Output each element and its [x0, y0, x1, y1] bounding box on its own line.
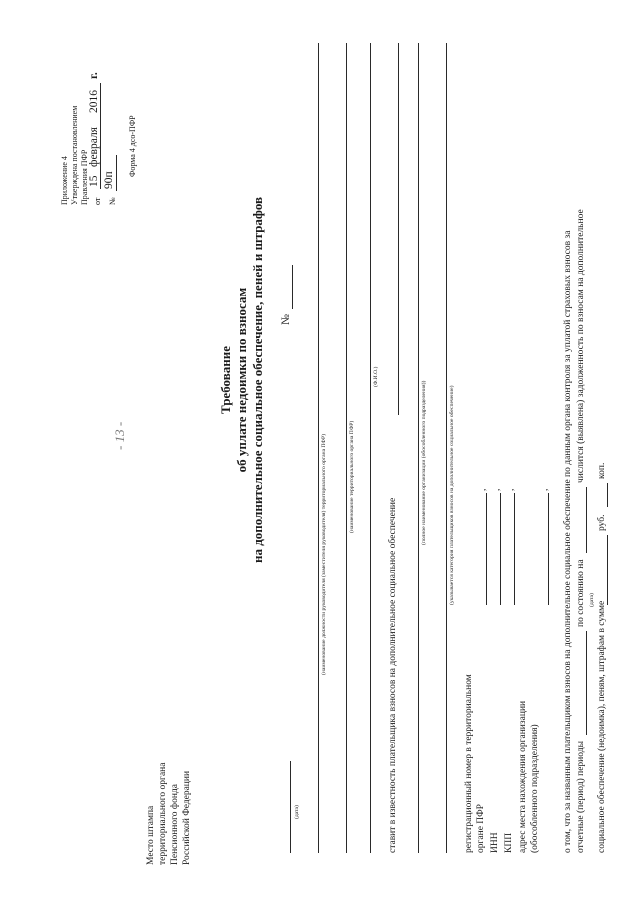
title-line-3: на дополнительное социальное обеспечение, пеней и штрафов: [250, 196, 265, 564]
pfr-name-line: [346, 43, 347, 853]
address-field: [548, 493, 549, 605]
order-number: 90п: [103, 171, 115, 189]
stamp-line-2: территориального органа: [158, 762, 168, 865]
address-label-1: адрес места нахождения организации: [518, 700, 528, 853]
pfr-name-caption: (наименование территориального органа ПФР): [349, 420, 355, 533]
number-sign: №: [280, 314, 292, 325]
from-prefix: от: [93, 197, 102, 205]
head-position-line: [318, 43, 319, 853]
kpp-field: [514, 493, 515, 605]
number-prefix: №: [108, 197, 117, 205]
address-comma: ,: [540, 488, 550, 491]
date-underline: [100, 83, 101, 189]
stamp-line-1: Место штампа: [146, 805, 156, 865]
title-line-2: об уплате недоимки по взносам: [234, 287, 249, 473]
inn-label: ИНН: [490, 832, 500, 853]
order-number-underline: [116, 155, 117, 191]
handwritten-page-mark: - 13 -: [112, 421, 127, 450]
paragraph-periods-label: отчетные (период) периоды: [576, 741, 586, 853]
date-suffix: г.: [88, 72, 100, 79]
kop-label: коп.: [597, 462, 607, 479]
date-month: февраля: [88, 127, 100, 167]
category-line: [446, 43, 447, 853]
fio-caption: (Ф.И.О.): [373, 366, 379, 387]
rub-field: [607, 535, 608, 605]
as-of-date-caption: (дата): [589, 593, 595, 607]
stamp-line-3: Пенсионного фонда: [170, 784, 180, 865]
head-position-caption: (наименование должности руководителя (заместителя руководителя) территориального органа ПФР): [321, 434, 327, 675]
kpp-label: КПП: [504, 832, 514, 853]
requirement-number-line: [292, 265, 293, 309]
date-line: [290, 761, 291, 853]
org-name-line: [418, 43, 419, 853]
inn-comma: ,: [492, 488, 502, 491]
reg-number-label-1: регистрационный номер в территориальном: [464, 674, 474, 853]
board-label: Правления ПФР: [80, 149, 89, 205]
reg-number-comma: ,: [478, 488, 488, 491]
reg-number-label-2: органе ПФР: [476, 804, 486, 853]
paragraph-debt-label: числится (выявлена) задолженность по взносам на дополнительное: [576, 209, 586, 483]
kop-field: [607, 483, 608, 507]
category-caption: (указывается категория плательщиков взносов на дополнительное социальное обеспечение): [449, 385, 455, 605]
appendix-label: Приложение 4: [60, 156, 69, 205]
stamp-line-4: Российской Федерации: [182, 770, 192, 865]
paragraph-as-of-label: по состоянию на: [576, 559, 586, 627]
as-of-date-field: [586, 487, 587, 553]
date-caption: (дата): [294, 805, 300, 819]
notify-text: ставит в известность плательщика взносов на дополнительное социальное обеспечение: [388, 497, 398, 853]
inn-field: [500, 493, 501, 605]
title-line-1: Требование: [218, 346, 233, 414]
address-label-2: (обособленного подразделения): [530, 724, 540, 853]
paragraph-sum-label: социальное обеспечение (недоимка), пеням, штрафам в сумме: [597, 600, 607, 853]
rub-label: руб.: [597, 514, 607, 531]
org-name-caption: (полное наименование организации (обособленного подразделения)): [421, 380, 427, 545]
approved-label: Утверждена постановлением: [70, 105, 79, 205]
notify-line: [398, 43, 399, 415]
date-day: 15: [88, 175, 100, 187]
form-name: Форма 4 дсо-ПФР: [128, 115, 137, 177]
reg-number-field: [486, 493, 487, 605]
paragraph-line-1: о том, что за названным плательщиком взносов на дополнительное социальное обеспечение по данным органа контроля за уплатой страховых взносов за: [563, 230, 573, 853]
periods-field: [586, 631, 587, 735]
fio-line: [370, 43, 371, 853]
kpp-comma: ,: [506, 488, 516, 491]
date-year: 2016: [88, 90, 100, 113]
